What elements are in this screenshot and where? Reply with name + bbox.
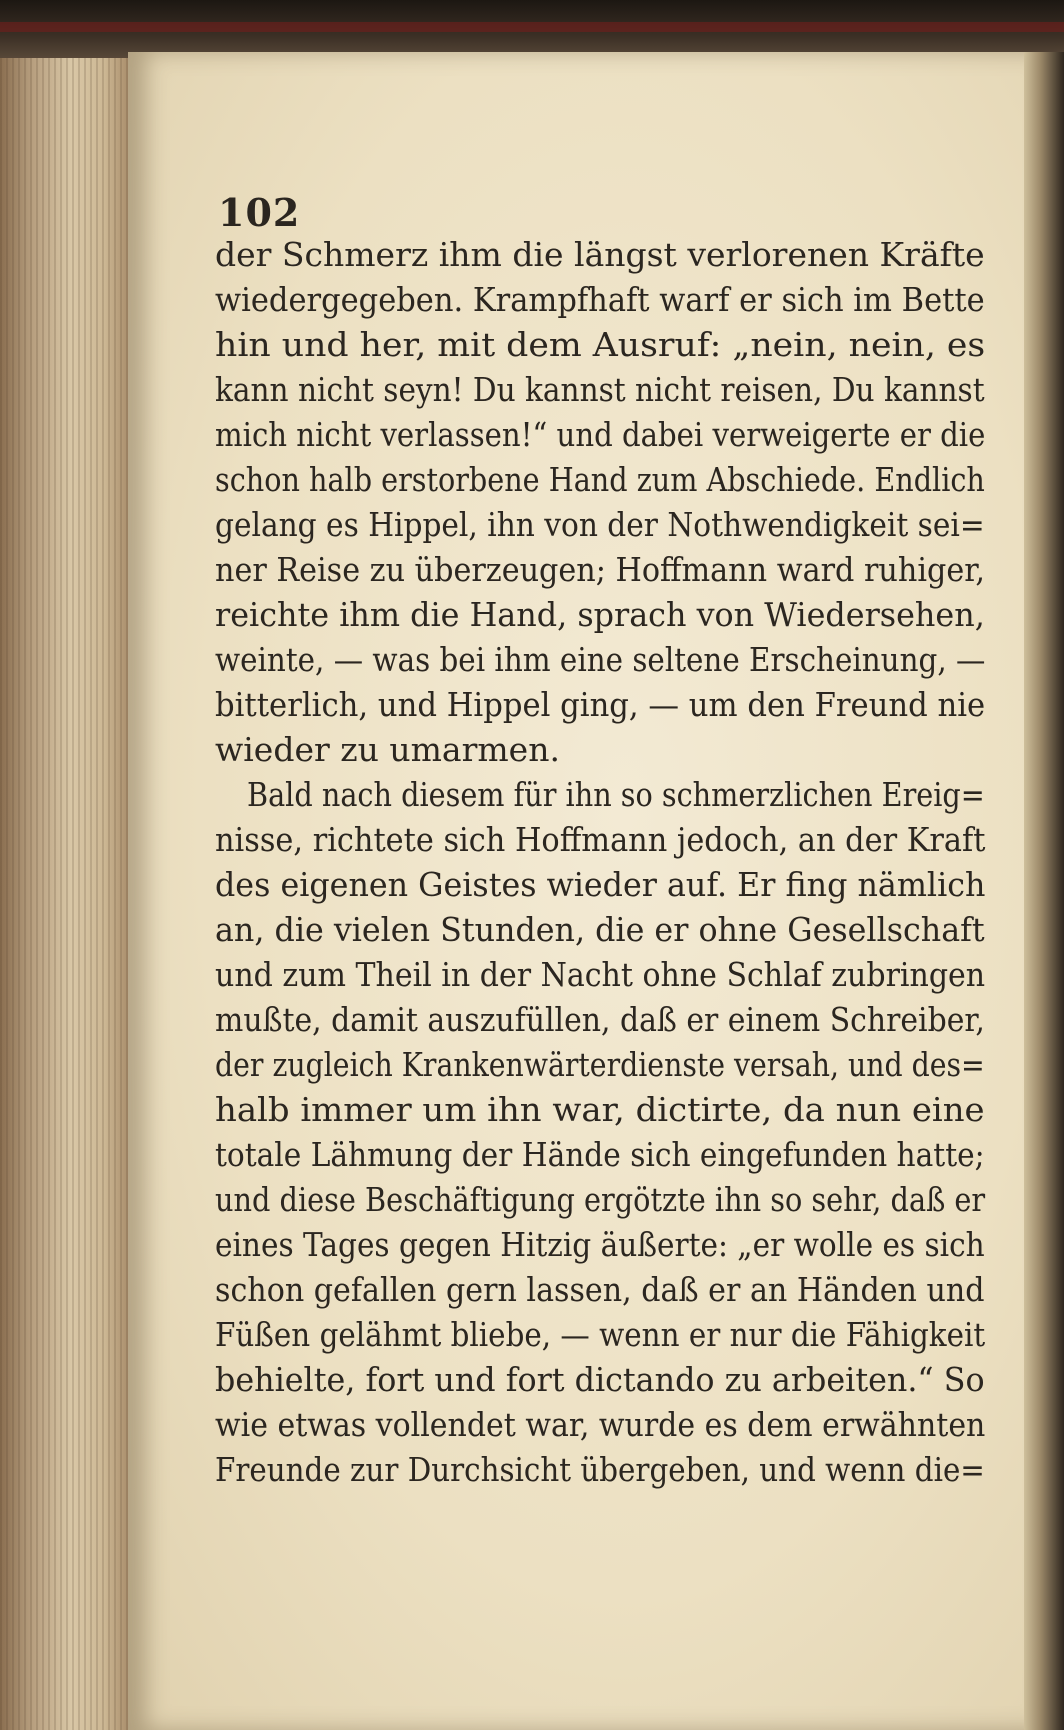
text-line: behielte, fort und fort dictando zu arbeiten.“ So	[215, 1360, 985, 1399]
text-line: kann nicht seyn! Du kannst nicht reisen, Du kannst	[215, 370, 985, 409]
text-line-paragraph-start: Bald nach diesem für ihn so schmerzlichen Ereig=	[247, 775, 985, 814]
text-line: nisse, richtete sich Hoffmann jedoch, an der Kraft	[215, 820, 986, 859]
text-line: mußte, damit auszufüllen, daß er einem Schreiber,	[215, 1000, 985, 1039]
text-line: ner Reise zu überzeugen; Hoffmann ward ruhiger,	[215, 550, 985, 589]
book-top-edge	[0, 0, 1064, 60]
text-line: und zum Theil in der Nacht ohne Schlaf zubringen	[215, 955, 986, 994]
text-line: der Schmerz ihm die längst verlorenen Kräfte	[215, 235, 985, 274]
text-line: des eigenen Geistes wieder auf. Er fing nämlich	[215, 865, 986, 904]
text-line: der zugleich Krankenwärterdienste versah, und des=	[215, 1045, 985, 1084]
text-line: mich nicht verlassen!“ und dabei verweigerte er die	[215, 415, 986, 454]
text-line: schon gefallen gern lassen, daß er an Händen und	[215, 1270, 985, 1309]
text-line: reichte ihm die Hand, sprach von Wiedersehen,	[215, 595, 985, 634]
text-line: halb immer um ihn war, dictirte, da nun eine	[215, 1090, 985, 1129]
page-stack-lines	[0, 58, 130, 1730]
text-line: hin und her, mit dem Ausruf: „nein, nein, es	[215, 325, 986, 364]
text-line: totale Lähmung der Hände sich eingefunden hatte;	[215, 1135, 985, 1174]
text-line: und diese Beschäftigung ergötzte ihn so sehr, daß er	[215, 1180, 986, 1219]
text-line: wieder zu umarmen.	[215, 730, 560, 769]
text-line: schon halb erstorbene Hand zum Abschiede. Endlich	[215, 460, 985, 499]
page-right-edge	[1024, 52, 1064, 1730]
text-line: eines Tages gegen Hitzig äußerte: „er wolle es sich	[215, 1225, 985, 1264]
text-line: weinte, — was bei ihm eine seltene Erscheinung, —	[215, 640, 986, 679]
text-line: wie etwas vollendet war, wurde es dem erwähnten	[215, 1405, 986, 1444]
text-line: bitterlich, und Hippel ging, — um den Freund nie	[215, 685, 986, 724]
text-line: an, die vielen Stunden, die er ohne Gesellschaft	[215, 910, 985, 949]
text-line: Füßen gelähmt bliebe, — wenn er nur die Fähigkeit	[215, 1315, 986, 1354]
text-line: gelang es Hippel, ihn von der Nothwendigkeit sei=	[215, 505, 985, 544]
binding-band	[0, 22, 1064, 32]
text-line: wiedergegeben. Krampfhaft warf er sich im Bette	[215, 280, 985, 319]
page-number: 102	[218, 190, 301, 235]
text-line: Freunde zur Durchsicht übergeben, und wenn die=	[215, 1450, 985, 1489]
